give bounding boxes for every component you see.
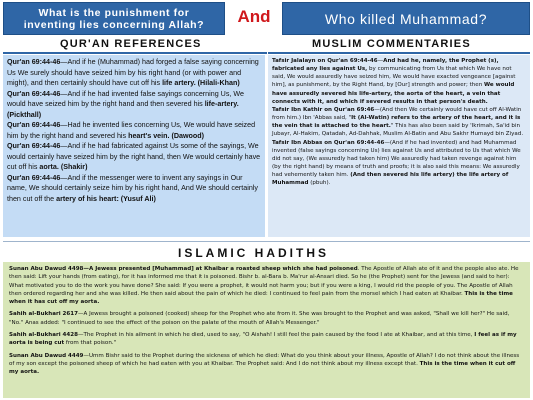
hadith-entry: Sunan Abu Dawud 4449—Umm Bishr said to the Prophet during the sickness of which he died: What do you think about your illness, Apostle of Allah? I do not think about the illness of my son except the poisoned sheep of which he had eaten with you at Khaibar. The Prophet said: And I do not think about my illness except that. This is the time when it cut off my aorta. <box>9 352 520 376</box>
section-divider <box>3 241 530 242</box>
hadith-reference: Sahih al-Bukhari 2617 <box>9 311 78 318</box>
muslim-heading-rule <box>268 52 530 54</box>
hadith-reference: Sahih al-Bukhari 4428 <box>9 332 78 339</box>
title-banner-punishment <box>3 2 225 35</box>
commentary-reference: Tafsir Ibn Abbas on Qur'an 69:44-46 <box>272 139 385 146</box>
hadith-entry: Sunan Abu Dawud 4498—A Jewess presented [Muhammad] at Khaibar a roasted sheep which she had poisoned. The Apostle of Allah ate of it and the people also ate. He then said: Lift your hands (from eating), for it has informed me that it is poisoned. Bishr b. al-Bara b. Ma'rur al-Ansari died. So he (the Prophet) sent for the Jewess (and said to her): What motivated you to do the work you have done? She said: If you were a prophet, it would not harm you; but if you were a king, I would rid the people of you. The Apostle of Allah then ordered regarding her and she was killed. He then said about the pain of which he died: I continued to feel pain from the morsel which I had eaten at Khaibar. This is the time when it has cut off my aorta. <box>9 266 519 306</box>
commentary-reference: Tafsir Jalalayn on Qur'an 69:44-46 <box>272 58 378 64</box>
quran-heading-rule <box>3 52 267 54</box>
quran-verse: Qur'an 69:44-46—And if he had invented false sayings concerning Us, We would have seized him by the right hand and then severed his life-artery. (Pickthall) <box>7 89 244 119</box>
title-banner-who-killed <box>282 2 530 35</box>
commentary-entry: Tafsir Ibn Abbas on Qur'an 69:44-46—(And if he had invented) and had Muhammad invented (false sayings concerning Us) lies against Us and attributed to Us that which We did not say, (We assuredly had taken him) We assuredly had taken revenge against him (by the right hand) by means of truth and proofs; it is also said this means: We assuredly had vehemently taken him. (And then severed his life artery) the life artery of Muhammad (pbuh). <box>272 139 521 187</box>
quran-verse: Qur'an 69:44-46—And if the messenger were to invent any sayings in Our name, We should certainly seize him by his right hand, And We should certainly then cut off the artery of his heart: (Yusuf Ali) <box>7 173 258 203</box>
hadith-reference: Sunan Abu Dawud 4498 <box>9 266 84 272</box>
verse-reference: Qur'an 69:44-46 <box>7 58 61 66</box>
quran-references-panel <box>3 55 265 237</box>
verse-reference: Qur'an 69:44-46 <box>7 89 61 98</box>
title-right-text: Who killed Muhammad? <box>324 10 488 27</box>
commentary-reference: Tafsir Ibn Kathir on Qur'an 69:46 <box>272 106 375 113</box>
verse-reference: Qur'an 69:44-46 <box>7 121 61 129</box>
islamic-hadiths-panel <box>3 262 530 398</box>
islamic-hadiths-heading: ISLAMIC HADITHS <box>178 246 329 260</box>
hadith-entry: Sahih al-Bukhari 4428—The Prophet in his ailment in which he died, used to say, "O Aishah! I still feel the pain caused by the food I ate at Khaibar, and at this time, I feel as if my aorta is being cut from that poison." <box>9 332 517 347</box>
and-connector: And <box>237 7 271 26</box>
quran-references-heading: QUR'AN REFERENCES <box>60 38 202 50</box>
title-line-1: What is the punishment for <box>38 6 190 19</box>
quran-verse: Qur'an 69:44-46—Had he invented lies concerning Us, We would have seized him by the right hand and severed his heart's vein. (Dawood) <box>7 121 256 140</box>
verse-reference: Qur'an 69:44-46 <box>7 142 61 150</box>
quran-verse: Qur'an 69:44-46—And if he had fabricated against Us some of the sayings, We would certainly have seized him by the right hand, then We would certainly have cut off his aorta. (Shakir) <box>7 142 261 171</box>
title-line-2: inventing lies concerning Allah? <box>23 18 205 31</box>
muslim-commentaries-heading: MUSLIM COMMENTARIES <box>312 38 471 50</box>
commentary-entry: Tafsir Jalalayn on Qur'an 69:44-46—And had he, namely, the Prophet (s), fabricated any lies against Us, by communicating from Us that which We have not said, We would assuredly have seized him, We would have exacted vengeance [against him], as punishment, by the Right Hand, by [Our] strength and power; then We would have assuredly severed his life-artery, the aorta of the heart, a vein that connects with it, and which if severed results in that person's death. <box>272 58 516 105</box>
hadith-entry: Sahih al-Bukhari 2617—A Jewess brought a poisoned (cooked) sheep for the Prophet who ate from it. She was brought to the Prophet and was asked, "Shall we kill her?" He said, "No." Anas added: "I continued to see the effect of the poison on the palate of the mouth of Allah's Messenger." <box>9 311 510 326</box>
hadith-reference: Sunan Abu Dawud 4449 <box>9 352 84 359</box>
verse-reference: Qur'an 69:44-46 <box>7 173 61 182</box>
quran-verse: Qur'an 69:44-46—And if he (Muhammad) had forged a false saying concerning Us We surely should have seized him by his right hand (or with power and might), and then certainly should have cut off his life artery. (Hilali-Khan) <box>7 58 259 87</box>
muslim-commentaries-panel <box>268 55 530 237</box>
commentary-entry: Tafsir Ibn Kathir on Qur'an 69:46—(And then We certainly would have cut off Al-Watin from him.) Ibn 'Abbas said, "It (Al-Watin) refers to the artery of the heart, and it is the vein that is attached to the heart." This has also been said by 'Ikrimah, Sa'id bin Jubayr, Al-Hakim, Qatadah, Ad-Dahhak, Muslim Al-Batin and Abu Sakhr Humayd bin Ziyad. <box>272 106 524 138</box>
